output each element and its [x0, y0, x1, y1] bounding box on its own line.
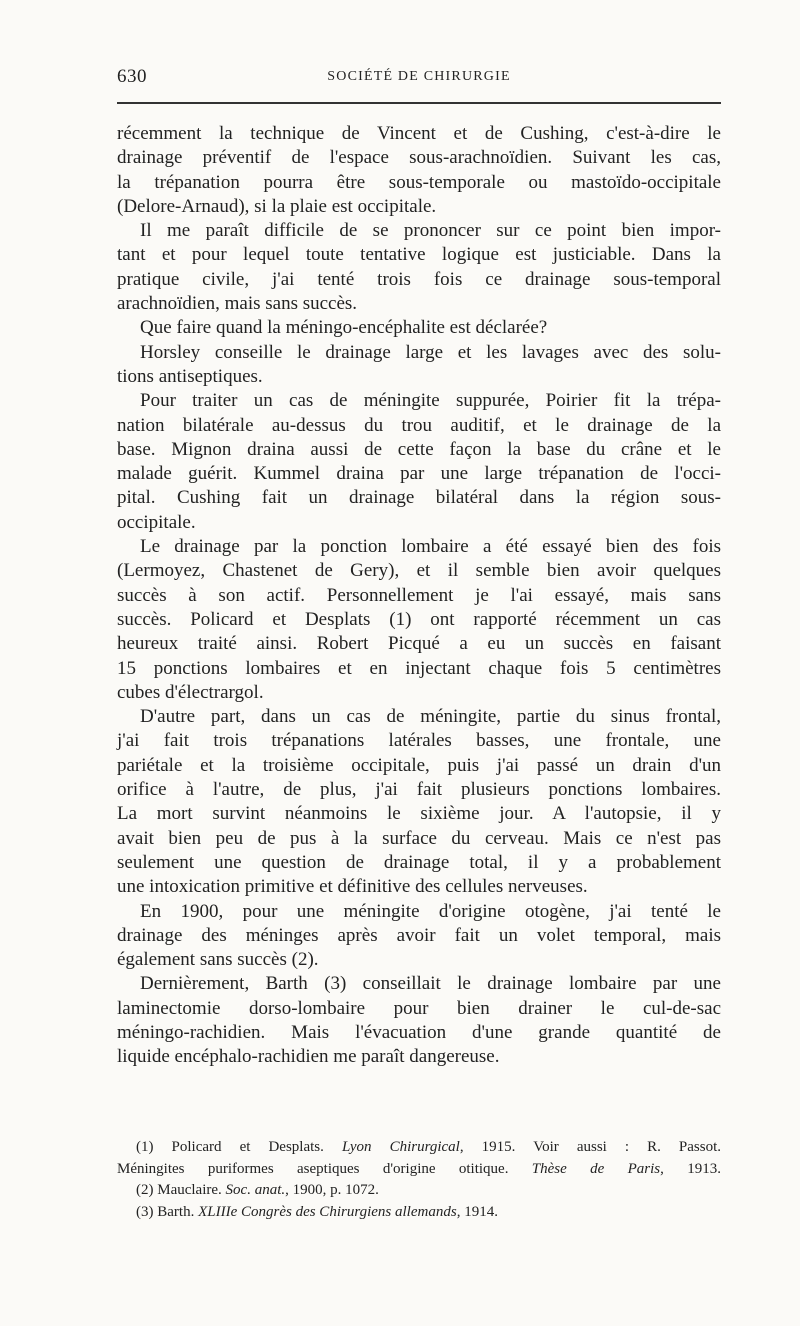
footnote-citation-title: Soc. anat. — [225, 1182, 286, 1198]
header-rule — [117, 102, 721, 104]
text-line: base. Mignon draina aussi de cette façon la base du crâne et le — [117, 438, 721, 460]
text-line: malade guérit. Kummel draina par une large trépanation de l'occi- — [117, 463, 721, 485]
text-line: drainage préventif de l'espace sous-arachnoïdien. Suivant les cas, — [117, 147, 721, 169]
footnote-line — [117, 1159, 721, 1181]
body-text — [117, 122, 721, 1070]
text-line: En 1900, pour une méningite d'origine otogène, j'ai tenté le — [140, 900, 721, 922]
footnote-text: (3) Barth. — [136, 1203, 199, 1220]
page-number: 630 — [117, 66, 147, 87]
footnote-text: , 1914. — [456, 1203, 498, 1220]
footnote-citation-title: XLIIIe Congrès des Chirurgiens allemands — [198, 1203, 457, 1220]
text-line: succès à son actif. Personnellement je l'ai essayé, mais sans — [117, 584, 721, 606]
text-line: seulement une question de drainage total, il y a probablement — [117, 851, 721, 873]
text-line: occipitale. — [117, 511, 196, 533]
footnote-line — [117, 1137, 721, 1159]
text-line: j'ai fait trois trépanations latérales basses, une frontale, une — [117, 730, 721, 752]
text-line: pratique civile, j'ai tenté trois fois ce drainage sous-temporal — [117, 268, 721, 290]
text-line: 15 ponctions lombaires et en injectant chaque fois 5 centimètres — [117, 657, 721, 679]
text-line: drainage des méninges après avoir fait un volet temporal, mais — [117, 924, 721, 946]
text-line: nation bilatérale au-dessus du trou auditif, et le drainage de la — [117, 414, 721, 436]
text-line: La mort survint néanmoins le sixième jour. A l'autopsie, il y — [117, 803, 721, 825]
text-line: Que faire quand la méningo-encéphalite est déclarée? — [140, 317, 548, 339]
footnote-line — [117, 1202, 721, 1224]
text-line: une intoxication primitive et définitive des cellules nerveuses. — [117, 876, 588, 898]
footnote-line — [117, 1180, 721, 1202]
footnote-text: (1) Policard et Desplats. — [136, 1139, 342, 1155]
footnotes — [117, 1137, 721, 1223]
text-line: succès. Policard et Desplats (1) ont rapporté récemment un cas — [117, 608, 721, 630]
text-line: D'autre part, dans un cas de méningite, partie du sinus frontal, — [140, 706, 721, 728]
text-line: méningo-rachidien. Mais l'évacuation d'une grande quantité de — [117, 1021, 721, 1043]
text-line: Le drainage par la ponction lombaire a été essayé bien des fois — [140, 536, 721, 558]
text-line: (Delore-Arnaud), si la plaie est occipitale. — [117, 195, 437, 217]
footnote-text: , 1915. Voir aussi : R. Passot. — [459, 1139, 722, 1155]
text-line: liquide encéphalo-rachidien me paraît dangereuse. — [117, 1046, 500, 1068]
footnote-text: , 1900, p. 1072. — [285, 1182, 379, 1198]
text-line: (Lermoyez, Chastenet de Gery), et il semble bien avoir quelques — [117, 560, 721, 582]
text-line: pariétale et la troisième occipitale, puis j'ai passé un drain d'un — [117, 754, 721, 776]
running-head: SOCIÉTÉ DE CHIRURGIE — [327, 69, 511, 84]
footnote-citation-title: Thèse de Paris — [531, 1160, 661, 1177]
text-line: heureux traité ainsi. Robert Picqué a eu un succès en faisant — [117, 633, 721, 655]
text-line: tant et pour lequel toute tentative logique est justiciable. Dans la — [117, 244, 721, 266]
text-line: la trépanation pourra être sous-temporale ou mastoïdo-occipitale — [117, 171, 721, 193]
text-line: Pour traiter un cas de méningite suppurée, Poirier fit la trépa- — [140, 390, 721, 412]
text-line: pital. Cushing fait un drainage bilatéral dans la région sous- — [117, 487, 721, 509]
text-line: tions antiseptiques. — [117, 365, 263, 387]
text-line: également sans succès (2). — [117, 949, 319, 971]
footnote-text: (2) Mauclaire. — [136, 1182, 226, 1198]
text-line: Dernièrement, Barth (3) conseillait le drainage lombaire par une — [140, 973, 721, 995]
footnote-text: Méningites puriformes aseptiques d'origine otitique. — [117, 1160, 532, 1177]
text-line: avait bien peu de pus à la surface du cerveau. Mais ce n'est pas — [117, 827, 721, 849]
text-line: Horsley conseille le drainage large et les lavages avec des solu- — [140, 341, 721, 363]
footnote-text: , 1913. — [660, 1160, 722, 1177]
footnote-citation-title: Lyon Chirurgical — [341, 1139, 460, 1155]
text-line: arachnoïdien, mais sans succès. — [117, 293, 358, 315]
text-line: récemment la technique de Vincent et de Cushing, c'est-à-dire le — [117, 123, 721, 144]
text-line: Il me paraît difficile de se prononcer sur ce point bien impor- — [140, 220, 721, 242]
text-line: laminectomie dorso-lombaire pour bien drainer le cul-de-sac — [117, 997, 721, 1019]
page-header — [117, 66, 721, 90]
text-line: cubes d'électrargol. — [117, 681, 264, 703]
text-line: orifice à l'autre, de plus, j'ai fait plusieurs ponctions lombaires. — [117, 779, 721, 801]
